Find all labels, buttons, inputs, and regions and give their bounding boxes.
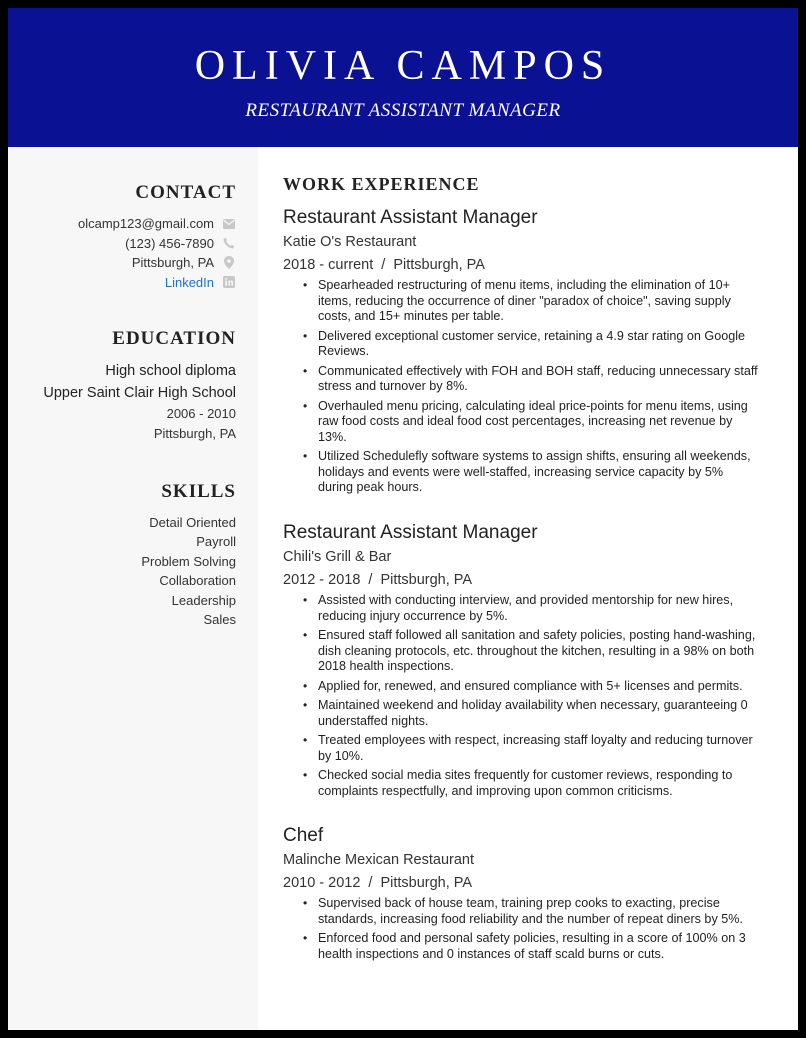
job-bullets: [283, 278, 758, 496]
skills-section: [16, 481, 236, 629]
envelope-icon: [222, 217, 236, 231]
list-item: • Treated employees with respect, increasing staff loyalty and reducing turnover by 10%.: [318, 733, 758, 764]
job-title: Restaurant Assistant Manager: [283, 207, 538, 228]
list-item: • Assisted with conducting interview, and provided mentorship for new hires, reducing injury occurrence by 5%.: [318, 593, 758, 624]
sidebar: [8, 147, 258, 1030]
list-item: • Applied for, renewed, and ensured compliance with 5+ licenses and permits.: [318, 679, 758, 695]
list-item: • Ensured staff followed all sanitation and safety policies, posting hand-washing, dish cleaning protocols, etc. throughout the kitchen, resulting in a 98% on both 2018 health inspections.: [318, 628, 758, 675]
contact-section: [16, 182, 236, 292]
job-dates: 2018 - current: [283, 257, 374, 273]
candidate-title: RESTAURANT ASSISTANT MANAGER: [245, 100, 561, 121]
education-years: 2006 - 2010: [166, 406, 236, 421]
list-item: • Utilized Schedulefly software systems to assign shifts, ensuring all weekends, holidays and events were well-staffed, increasing service capacity by 5% during peak hours.: [318, 449, 758, 496]
list-item: • Supervised back of house team, training prep cooks to exacting, precise standards, increasing food reliability and the number of repeat diners by 5%.: [318, 896, 758, 927]
contact-email-row: [16, 214, 236, 234]
contact-linkedin-row: [16, 273, 236, 293]
education-heading: EDUCATION: [112, 328, 236, 349]
job-location: Pittsburgh, PA: [393, 257, 485, 273]
job-dates-location: [283, 872, 758, 894]
job-dates-location: [283, 254, 758, 276]
skills-heading: SKILLS: [161, 481, 236, 502]
skill-item: Problem Solving: [141, 553, 236, 569]
skill-item: Detail Oriented: [149, 515, 236, 530]
skill-item: Payroll: [196, 534, 236, 550]
candidate-name: OLIVIA CAMPOS: [194, 43, 612, 89]
list-item: • Enforced food and personal safety policies, resulting in a score of 100% on 3 health inspections and 0 instances of staff scald burns or cuts.: [318, 931, 758, 962]
contact-location: Pittsburgh, PA: [131, 255, 214, 270]
list-item: • Checked social media sites frequently for customer reviews, responding to complaints respectfully, and improving upon common criticisms.: [318, 768, 758, 799]
contact-phone-row: [16, 234, 236, 254]
list-item: • Communicated effectively with FOH and BOH staff, reducing unnecessary staff stress and turnover by 8%.: [318, 364, 758, 395]
job-location: Pittsburgh, PA: [380, 875, 473, 891]
phone-icon: [222, 236, 236, 250]
skill-item: Leadership: [171, 592, 236, 608]
job-bullets: [283, 896, 758, 962]
skill-item: Sales: [203, 612, 236, 628]
list-item: • Delivered exceptional customer service, retaining a 4.9 star rating on Google Reviews.: [318, 329, 758, 360]
job-entry: [283, 206, 758, 500]
education-school: Upper Saint Clair High School: [43, 385, 236, 401]
contact-location-row: [16, 253, 236, 273]
job-location: Pittsburgh, PA: [380, 572, 473, 588]
job-separator: /: [381, 257, 386, 273]
education-location: Pittsburgh, PA: [153, 426, 236, 441]
job-entry: [283, 824, 758, 966]
list-item: • Overhauled menu pricing, calculating ideal price-points for menu items, using raw food costs and ideal food cost percentages, increasing net revenue by 13%.: [318, 399, 758, 446]
map-pin-icon: [222, 256, 236, 270]
job-separator: /: [368, 875, 373, 891]
job-title: Restaurant Assistant Manager: [283, 522, 538, 543]
skill-item: Collaboration: [159, 573, 236, 589]
job-company: Chili's Grill & Bar: [283, 549, 392, 565]
list-item: • Spearheaded restructuring of menu items, including the elimination of 10+ items, reducing the occurrence of diner "paradox of choice", saving supply costs, and 15+ minutes per table.: [318, 278, 758, 325]
contact-heading: CONTACT: [135, 182, 236, 203]
education-section: [16, 328, 236, 444]
job-dates-location: [283, 569, 758, 591]
job-entry: [283, 521, 758, 803]
education-degree: High school diploma: [105, 363, 236, 379]
job-separator: /: [368, 572, 373, 588]
linkedin-link[interactable]: LinkedIn: [164, 274, 214, 290]
work-experience-heading: WORK EXPERIENCE: [283, 174, 480, 194]
job-dates: 2010 - 2012: [283, 875, 361, 891]
linkedin-icon: [222, 275, 236, 289]
job-company: Malinche Mexican Restaurant: [283, 852, 475, 868]
contact-email[interactable]: olcamp123@gmail.com: [77, 216, 214, 231]
job-bullets: [283, 593, 758, 799]
job-title: Chef: [283, 825, 324, 846]
resume-page: [8, 8, 798, 1030]
resume-header: [8, 8, 798, 147]
job-dates: 2012 - 2018: [283, 572, 361, 588]
job-company: Katie O's Restaurant: [283, 234, 417, 250]
contact-phone: (123) 456-7890: [125, 235, 214, 251]
list-item: • Maintained weekend and holiday availability when necessary, guaranteeing 0 understaffed nights.: [318, 698, 758, 729]
